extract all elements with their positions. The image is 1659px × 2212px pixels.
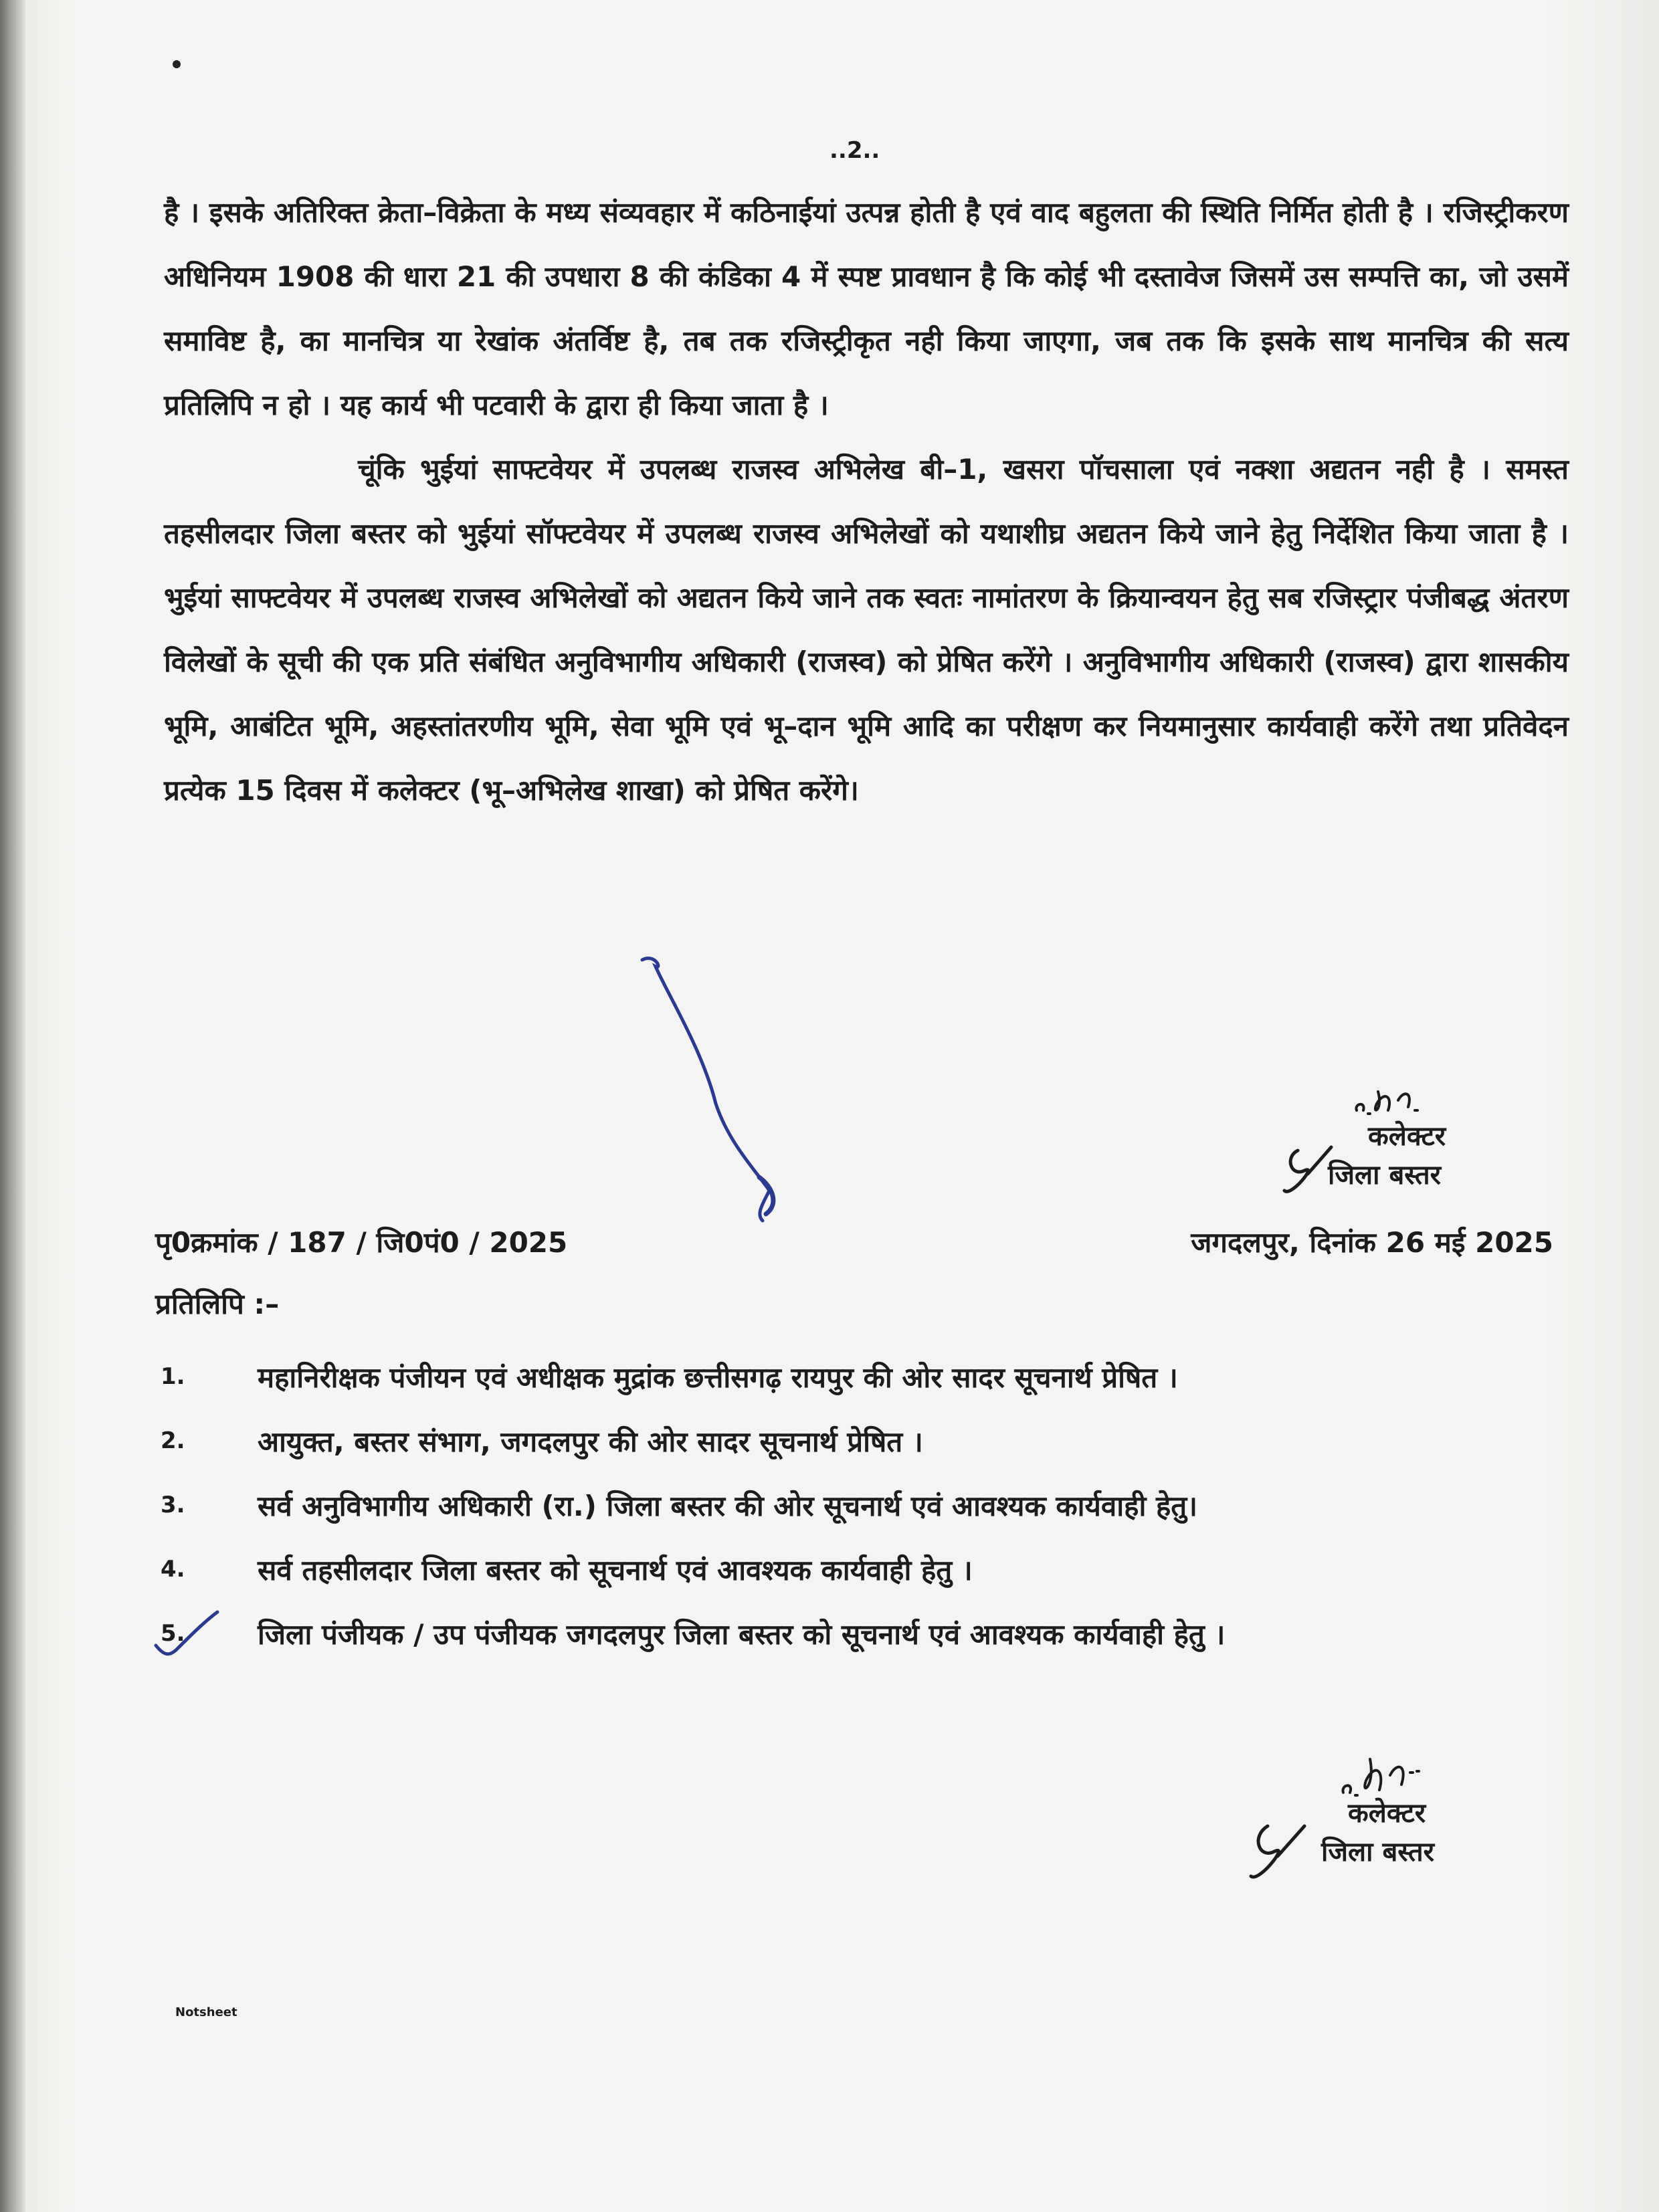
list-item [161,1344,1565,1409]
signature-scribble-icon [1244,1813,1311,1886]
signature-block-1 [1311,1084,1512,1217]
list-item [161,1537,1565,1601]
list-item-text: आयुक्त, बस्तर संभाग, जगदलपुर की ओर सादर सूचनार्थ प्रेषित । [258,1425,923,1458]
signature-2-designation: कलेक्टर [1348,1798,1426,1829]
list-item [161,1473,1565,1537]
paragraph-1: है । इसके अतिरिक्त क्रेता–विक्रेता के मध्य संव्यवहार में कठिनाईयां उत्पन्न होती है एवं वाद बहुलता की स्थिति निर्मित होती है । रजिस्ट्रीकरण अधिनियम 1908 की धारा 21 की उपधारा 8 की कंडिका 4 में स्पष्ट प्रावधान है कि कोई भी दस्तावेज जिसमें उस सम्पत्ति का, जो उसमें समाविष्ट है, का मानचित्र या रेखांक अंतर्विष्ट है, तब तक रजिस्ट्रीकृत नही किया जाएगा, जब तक कि इसके साथ मानचित्र की सत्य प्रतिलिपि न हो । यह कार्य भी पटवारी के द्वारा ही किया जाता है । [164,196,1569,421]
paragraph-2: चूंकि भुईयां साफ्टवेयर में उपलब्ध राजस्व अभिलेख बी–1, खसरा पॉचसाला एवं नक्शा अद्यतन नही है । समस्त तहसीलदार जिला बस्तर को भुईयां सॉफ्टवेयर में उपलब्ध राजस्व अभिलेखों को यथाशीघ्र अद्यतन किये जाने हेतु निर्देशित किया जाता है । भुईयां साफ्टवेयर में उपलब्ध राजस्व अभिलेखों को अद्यतन किये जाने तक स्वतः नामांतरण के क्रियान्वयन हेतु सब रजिस्ट्रार पंजीबद्ध अंतरण विलेखों के सूची की एक प्रति संबंधित अनुविभागीय अधिकारी (राजस्व) को प्रेषित करेंगे । अनुविभागीय अधिकारी (राजस्व) द्वारा शासकीय भूमि, आबंटित भूमि, अहस्तांतरणीय भूमि, सेवा भूमि एवं भू–दान भूमि आदि का परीक्षण कर नियमानुसार कार्यवाही करेंगे तथा प्रतिवेदन प्रत्येक 15 दिवस में कलेक्टर (भू–अभिलेख शाखा) को प्रेषित करेंगे। [164,453,1569,807]
signature-2-office: जिला बस्तर [1321,1837,1435,1868]
memo-reference: पृ0क्रमांक / 187 / जि0पं0 / 2025 [155,1226,568,1259]
ink-dot [173,60,181,68]
page-number: ..2.. [830,137,880,164]
pen-stroke-mark [629,950,803,1231]
list-item-number: 1. [161,1363,185,1390]
memo-line [155,1223,1553,1261]
footer-note: Notsheet [175,2005,237,2019]
copy-list [161,1344,1565,1666]
list-item [161,1409,1565,1473]
list-item-text: सर्व अनुविभागीय अधिकारी (रा.) जिला बस्तर की ओर सूचनार्थ एवं आवश्यक कार्यवाही हेतु। [258,1489,1198,1522]
signature-block-2 [1284,1752,1498,1913]
list-item-number: 2. [161,1427,185,1454]
signature-1-office: जिला बस्तर [1328,1160,1442,1191]
list-item-text: सर्व तहसीलदार जिला बस्तर को सूचनार्थ एवं आवश्यक कार्यवाही हेतु । [258,1553,973,1587]
list-item [161,1601,1565,1666]
list-item-number: 5. [161,1620,185,1647]
checkmark-icon [151,1609,224,1662]
body-text [164,181,1569,823]
list-item-text: जिला पंजीयक / उप पंजीयक जगदलपुर जिला बस्तर को सूचनार्थ एवं आवश्यक कार्यवाही हेतु । [258,1617,1226,1651]
list-item-text: महानिरीक्षक पंजीयन एवं अधीक्षक मुद्रांक छत्तीसगढ़ रायपुर की ओर सादर सूचनार्थ प्रेषित । [258,1361,1178,1394]
list-item-number: 3. [161,1492,185,1518]
signature-1-designation: कलेक्टर [1368,1121,1446,1152]
page-edge-shadow [0,0,25,2212]
memo-place-date: जगदलपुर, दिनांक 26 मई 2025 [1191,1226,1553,1259]
list-item-number: 4. [161,1556,185,1583]
copy-title: प्रतिलिपि :– [155,1288,280,1320]
